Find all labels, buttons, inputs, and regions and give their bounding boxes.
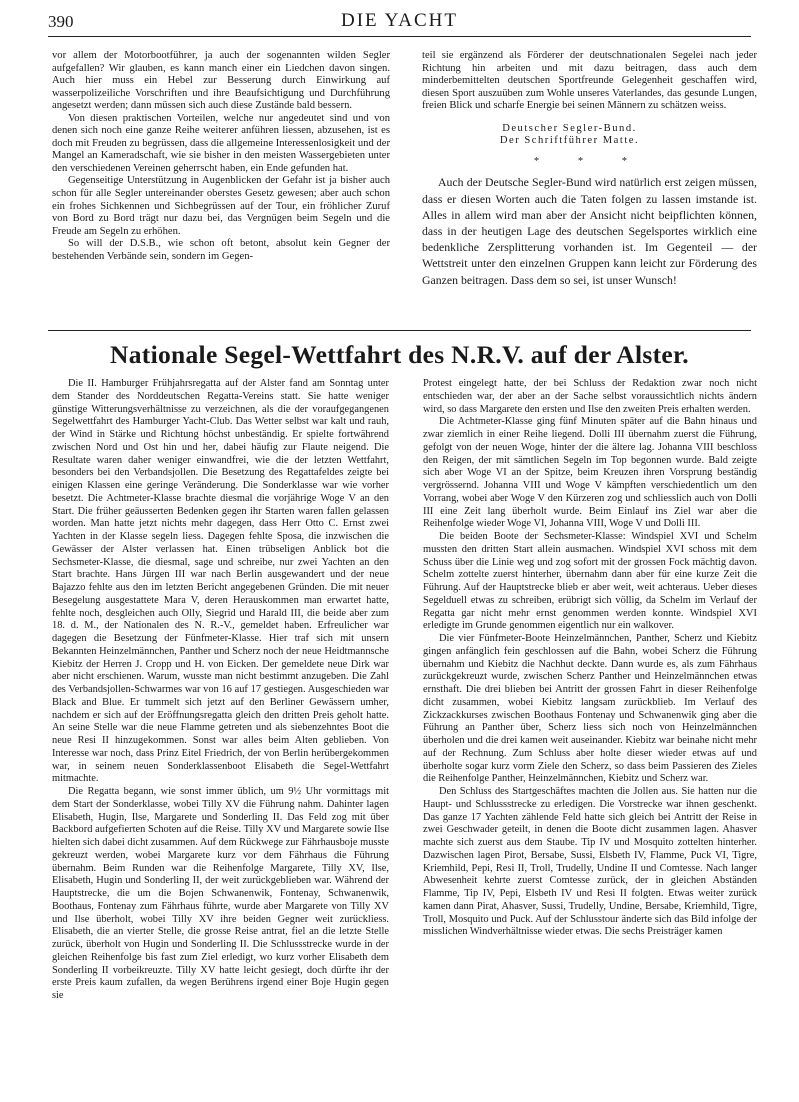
paragraph: Die Achtmeter-Klasse ging fünf Minuten später auf die Bahn hinaus und zwar ziemlich in einer Reihe liegend. Dolli III übernahm zuerst die Führung, gefolgt von der neuen Woge, hinter der die ältere lag. Johanna VIII beschloss den Reigen, der mit sämtlichen Segeln im Top begonnen wurde. Bald zeigte sich aber Woge VI an der Spitze, beim Kreuzen ihren Vorsprung beständig vergrössernd. Johanna VIII und Woge V kämpften verschiedentlich um den Vorrang, wobei aber Woge V den Kürzeren zog und schliesslich auch von Dolli III eine Zeit lang überholt wurde. Beim Einlauf ins Ziel war aber die Reihenfolge wieder Woge VI, Johanna VIII, Woge V und Dolli III. [423,416,757,530]
running-head: DIE YACHT [340,10,459,31]
paragraph: Die II. Hamburger Frühjahrsregatta auf der Alster fand am Sonntag unter dem Stander des Norddeutschen Regatta-Vereins statt. Sie hatte weniger günstige Witterungsverhältnisse zu verzeichnen, als die der voraufgegangenen Segelwettfahrt des Hamburger Yacht-Club. Das Wetter selbst war kalt und rauh, der Wind in Stärke und Richtung höchst unbeständig. Er spielte fortwährend zwischen Nord und Ost hin und her, dabei häufig zur Flaute neigend. Die Resultate waren daher weniger einwandfrei, wie die der letzten Wettfahrt, besonders bei den Verbandsjollen. Die Besetzung des Regattafeldes zeigte bei einigen Klassen eine geringe Veränderung. Die Sonderklasse war wie vorher besetzt. Die Achtmeter-Klasse brachte diesmal die vorjährige Woge V an den Start. Die früher geäusserten Bedenken gegen ihr Starten waren fallen gelassen worden. Man hatte jetzt nichts mehr dagegen, dass Herr Otto C. Ernst zwei Yachten in der Klasse segeln liess. Dagegen fehlte Sposa, die inzwischen die Gewässer der Alster verlassen hat. Einen trübseligen Anblick bot die Sechsmeter-Klasse, die diesmal, sage und schreibe, nur zwei Yachten an den Start brachte. Hans Jürgen III war nach Berlin ausgewandert und der neue Bajazzo fehlte aus den im letzten Bericht angegebenen Gründen. Die mit neuer Besegelung ausgestattete Mara V, deren Herauskommen man erwartet hatte, fehlte noch, desgleichen auch Olly, Siegrid und Harald III, die beide aber zum 18. d. M., der Nationalen des N. R.-V., gemeldet haben. Erfreulicher war dagegen die Besetzung der Fünfmeter-Klasse. Hier traf sich mit unsern Bekannten Heinzelmännchen, Panther und Scherz noch der neue Heidtmannsche Kiebitz der Herren J. Cropp und H. von Eicken. Der gemeldete neue Dirk war aber nicht erschienen. Warum, wusste man nicht bestimmt anzugeben. Die Zahl des Verbandsjollen-Schwarmes war von 16 auf 17 gestiegen. Ausgeschieden war Black and Blue. Er tummelt sich jetzt auf den Berliner Gewässern umher, nachdem er sich auf der Eröffnungsregatta gleich den dritten Preis geholt hatte. An seine Stelle war die neue Flamme getreten und als siebenzehntes Boot die neue Resi II hinzugekommen. Sonst war alles beim Alten geblieben. Von Interesse war noch, dass Prinz Eitel Friedrich, der von Berlin herübergekommen war, in seinem neuen Sonderklassenboot Elisabeth die Segel-Wettfahrt mitmachte. [52,378,389,785]
paragraph: Die Regatta begann, wie sonst immer üblich, um 9½ Uhr vormittags mit dem Start der Sonderklasse, wobei Tilly XV die Führung nahm. Dahinter lagen Elisabeth, Hugin, Ilse, Margarete und Sonderling II. Das Feld zog mit über Backbord aufgefierten Schoten auf die Reise. Tilly XV und Margarete sowie Ilse hielten sich dabei dicht zusammen. Auf dem Rückwege zur Fährhausboje musste gekreuzt werden, wobei Margarete kurz vor dem Fährhaus die Führung übernahm. Beim Runden war die Reihenfolge Margarete, Tilly XV, Ilse, Elisabeth, Hugin und Sonderling II, der weit zurückgeblieben war. Während der Hauptstrecke, die um die Bojen Schwanenwik, Fontenay, Schwanenwik, Boothaus, Fontenay zum Fährhaus führte, wurde aber Margarete von Tilly XV und Ilse überholt, wobei Tilly XV ihre beiden Gegner weit zurückliess. Elisabeth, die an vierter Stelle, die grosse Reise antrat, fiel an die letzte Stelle zurück, überholt von Hugin und Sonderling II. Die Schlussstrecke wurde in der gleichen Reihenfolge bis fast zum Ziel erledigt, wo kurz vorher Elisabeth dem Sonderling II vorbeikreuzte. Tilly XV hatte leicht gesiegt, doch dürfte ihr der erste Preis kaum zufallen, da wegen Berührens irgend einer Boje Hugin gegen sie [52,786,389,1001]
paragraph: teil sie ergänzend als Förderer der deutschnationalen Segelei nach jeder Richtung hin arbeiten und mit dazu beitragen, dass auch dem minderbemittelten deutschen Sportfreunde Gelegenheit geschaffen wird, diesen Sport auszuüben zum Wohle unseres Vaterlandes, das gesunde Lungen, freien Blick und scharfe Energie bei seinen Männern zu schätzen weiss. [422,50,757,112]
paragraph: Gegenseitige Unterstützung in Augenblicken der Gefahr ist ja bisher auch schon für alle Segler untereinander oberstes Gesetz gewesen; aber auch schon ein frohes Sichkennen und Sichbegrüssen auf der Tour, ein fröhlicher Zuruf von Bord zu Bord trägt nur dazu bei, das Vergnügen beim Segeln und die Freude am Segeln zu erhöhen. [52,175,390,237]
top-left-column [52,50,390,263]
paragraph: vor allem der Motorbootführer, ja auch der sogenannten wilden Segler aufgefallen? Wir glauben, es kann manch einer ein Liedchen davon singen. Auch hier muss ein Hebel zur Besserung durch Einwirkung auf wasserpolizeiliche Vorschriften und ihre Beaufsichtigung und Durchführung angesetzt werden; dann müssen sich auch diese Zustände bald bessern. [52,50,390,112]
paragraph: Den Schluss des Startgeschäftes machten die Jollen aus. Sie hatten nur die Haupt- und Schlussstrecke zu erledigen. Die Vorstrecke war ihnen geschenkt. Das ganze 17 Yachten zählende Feld hatte sich gleich bei Antritt der Reise in zwei Geschwader geteilt, in denen die Boote dicht zusammen lagen. Ahasver machte sich zuerst aus dem Staube. Tip IV und Mosquito zottelten hinterher. Dazwischen lagen Pirot, Bersabe, Sussi, Elsbeth IV, Flamme, Puck VI, Tigre, Kriemhild, Pepi, Resi II, Troll, Trudelly, Undine II und Comtesse. Nach langer Abwesenheit kehrte zuerst Comtesse zurück, der in gleichen Abständen Flamme, Tip IV, Pepi, Elsbeth IV und Resi II folgten. Etwas weiter zurück kamen dann Pirat, Ahasver, Sussi, Trudelly, Undine, Bersabe, Kriemhild, Tigre, Troll, Mosquito und Puck. Auf der Schlusstour änderte sich das Bild infolge der misslichen Windverhältnisse wieder etwas. Die sechs Preisträger kamen [423,786,757,938]
signature-person: Der Schriftführer Matte. [499,135,640,147]
signature-org: Deutscher Segler-Bund. [502,122,637,134]
signature-block [422,123,717,148]
section-separator: * * * [533,155,646,167]
paragraph: Von diesen praktischen Vorteilen, welche nur angedeutet sind und von denen sich noch eine ganze Reihe weiterer anführen liessen, abzusehen, ist es doch mit Freuden zu begrüssen, dass die allgemeine Interessenlosigkeit und der Mangel an Kameradschaft, wie sie bisher in den meisten Wassergebieten unter den verschiedenen Vereinen geherrscht haben, ein Ende gefunden hat. [52,112,390,174]
header-rule [48,36,751,37]
article-title: Nationale Segel-Wettfahrt des N.R.V. auf der Alster. [110,340,689,369]
paragraph: Die beiden Boote der Sechsmeter-Klasse: Windspiel XVI und Schelm mussten den dritten Start allein ausmachen. Windspiel XVI schoss mit dem Schuss über die Linie weg und zog sofort mit der grossen Fock mächtig davon. Schelm zottelte zuerst hinterher, übernahm dann aber für eine kurze Zeit die Führung. Auf der Hauptstrecke blieb er aber weit, weit achteraus. Ueber dieses Segelduell etwas zu schreiben, erübrigt sich völlig, da Schelm im Verlauf der Regatta gar nicht mehr ernst genommen werden konnte. Windspiel XVI erledigte im Grunde genommen eigentlich nur ein walkover. [423,531,757,632]
section-rule [48,330,751,331]
page-header [48,8,751,34]
paragraph: So will der D.S.B., wie schon oft betont, absolut kein Gegner der bestehenden Verbände sein, sondern im Gegen- [52,238,390,262]
paragraph: Auch der Deutsche Segler-Bund wird natürlich erst zeigen müssen, dass er diesen Worten auch die Taten folgen zu lassen imstande ist. Alles in allem wird man aber der Ansicht nicht beipflichten können, dass in der heutigen Lage des deutschen Segelsportes wirklich eine bedenkliche Zersplitterung vorhanden ist. Im Gegenteil — der Wettstreit unter den einzelnen Gruppen kann leicht zur Förderung des Ganzen beitragen. Dass dem so sei, ist unser Wunsch! [422,175,757,287]
article-left-column [52,378,389,1003]
article-right-column [423,378,757,939]
page-number: 390 [48,12,74,31]
paragraph: Die vier Fünfmeter-Boote Heinzelmännchen, Panther, Scherz und Kiebitz gingen anfänglich fein geschlossen auf die Bahn, wobei Scherz die Führung übernahm und Kiebitz die Nachhut deckte. Dann wurde es, als zum Fährhaus zurückgekreuzt wurde, zwischen Scherz Panther und Heinzelmännchen etwas ernsthaft. Die drei blieben bei Antritt der grossen Fahrt in dieser Reihenfolge dicht zusammen, wobei Kiebitz langsam zurückblieb. Im Verlauf des Zickzackkurses zwischen Boothaus Fontenay und Schwanenwik ging aber die Führung an Panther über, Scherz liess sich noch von Heinzelmännchen überholen und die drei kamen weit auseinander. Kiebitz war beinahe nicht mehr auf der Rechnung. Zum Schluss aber holte dieser wieder etwas auf und überholte sogar kurz vorm Ziele den Scherz, so dass beim Passieren des Zieles die Reihenfolge Panther, Heinzelmännchen, Kiebitz und Scherz war. [423,633,757,785]
paragraph: Protest eingelegt hatte, der bei Schluss der Redaktion zwar noch nicht entschieden war, der aber an der Sache selbst voraussichtlich nichts ändern wird, so dass Margarete den ersten und Ilse den zweiten Preis erhalten werden. [423,378,757,415]
top-right-column [422,50,757,288]
